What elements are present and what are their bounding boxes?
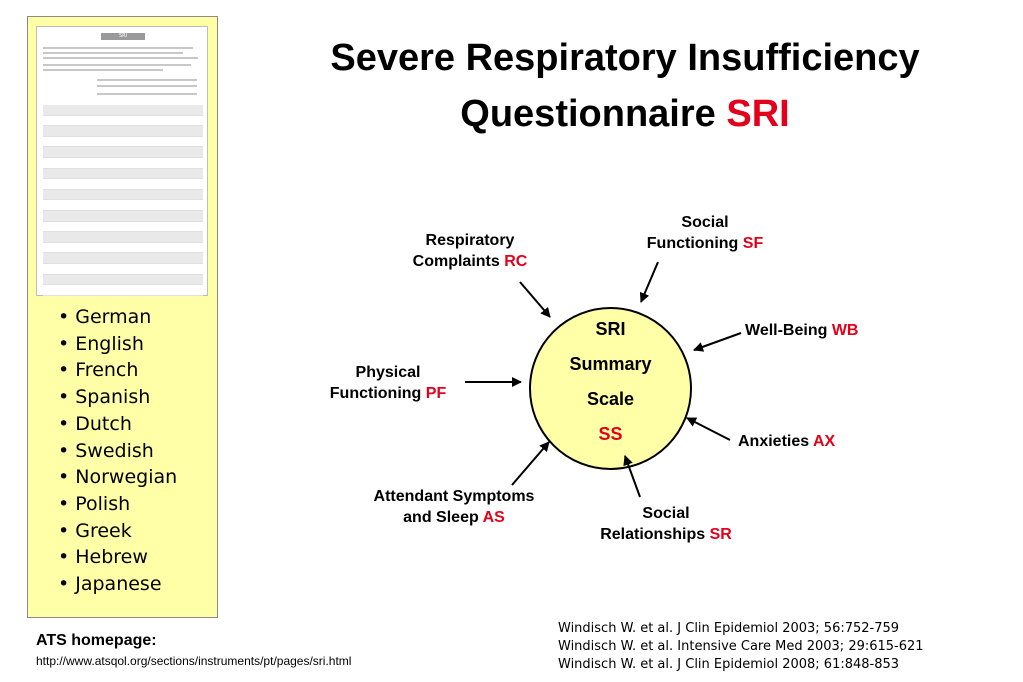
thumbnail-header: SRI [101,33,145,40]
summary-line-1: SRI [595,319,626,339]
title-line-1: Severe Respiratory Insufficiency [330,37,920,79]
language-item: • Dutch [58,412,132,435]
language-item: • Norwegian [58,466,178,489]
label-physical-functioning: Physical Functioning PF [329,364,447,402]
language-item: • French [58,359,139,382]
references [558,620,924,674]
arrow-wb [694,333,741,350]
reference-item: Windisch W. et al. Intensive Care Med 2003; 29:615-621 [558,639,924,654]
title-prefix: Questionnaire [460,93,716,135]
title-accent: SRI [726,93,790,135]
arrow-rc [520,282,550,317]
summary-line-3: Scale [586,389,635,409]
label-well-being: Well-Being WB [745,322,859,339]
label-anxieties: Anxieties AX [738,433,836,450]
language-item: • Greek [58,519,132,542]
language-item: • Swedish [58,439,154,462]
label-social-functioning: Social Functioning SF [646,214,764,252]
language-item: • Japanese [58,573,162,596]
label-social-relationships: Social Relationships SR [600,505,732,543]
arrow-as [512,442,549,485]
ats-homepage-title: ATS homepage: [36,632,157,649]
arrow-sr [625,456,640,497]
summary-abbr: SS [598,424,623,444]
summary-line-2: Summary [569,354,652,374]
reference-item: Windisch W. et al. J Clin Epidemiol 2008; 61:848-853 [558,657,900,672]
label-respiratory-complaints: Respiratory Complaints RC [412,232,528,270]
language-item: • Hebrew [58,546,148,569]
arrow-sf [641,262,658,302]
ats-homepage-url[interactable]: http://www.atsqol.org/sections/instruments/pt/pages/sri.html [36,654,352,668]
reference-item: Windisch W. et al. J Clin Epidemiol 2003; 56:752-759 [558,621,900,636]
language-item: • Spanish [58,386,151,409]
language-item: • German [58,306,152,328]
language-item: • Polish [58,492,131,515]
label-attendant-symptoms: Attendant Symptoms and Sleep AS [373,488,535,526]
arrow-ax [687,418,730,440]
language-item: • English [58,332,144,355]
